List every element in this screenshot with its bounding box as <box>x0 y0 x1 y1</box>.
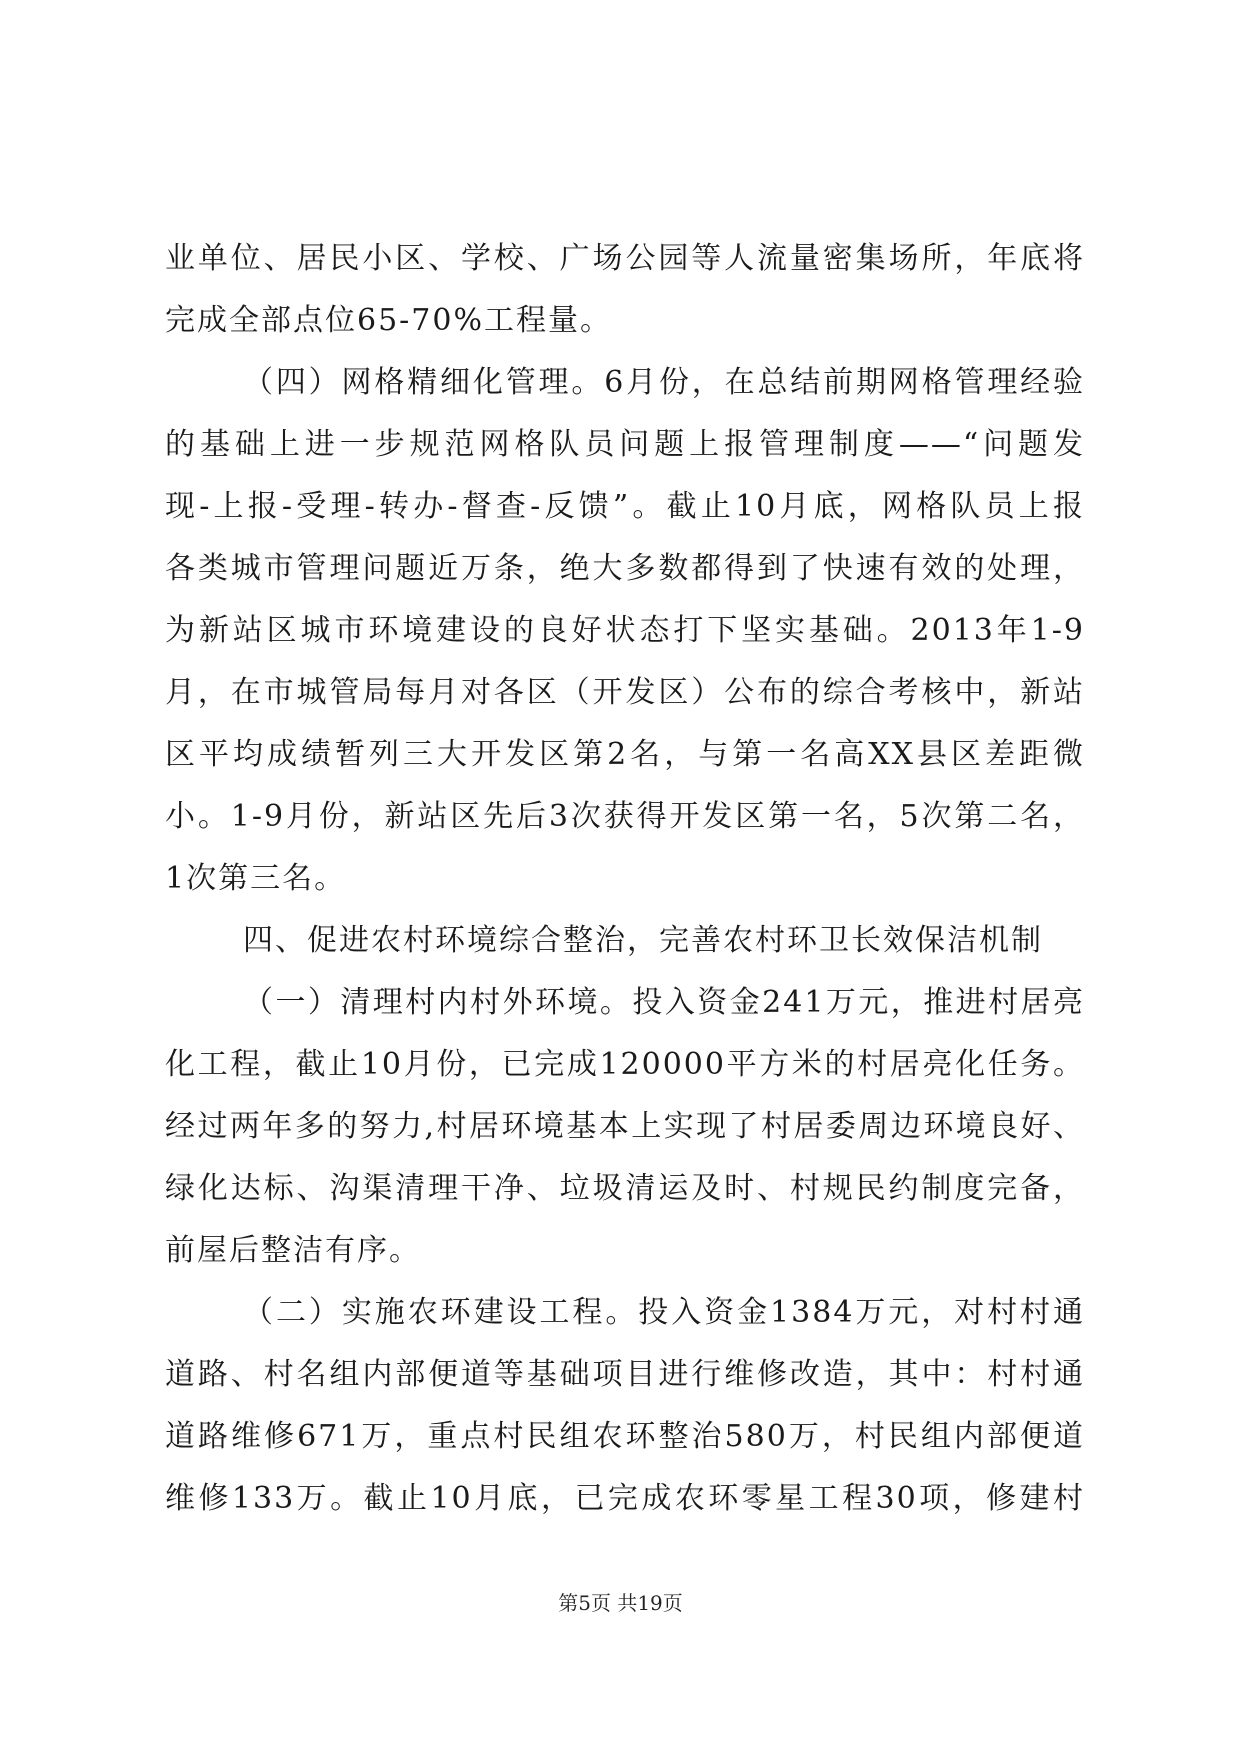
text-line: 月，在市城管局每月对各区（开发区）公布的综合考核中，新站 <box>165 675 1085 710</box>
text-line: 道路、村名组内部便道等基础项目进行维修改造，其中：村村通 <box>165 1357 1085 1392</box>
text-line: 各类城市管理问题近万条，绝大多数都得到了快速有效的处理， <box>165 551 1085 586</box>
text-line: 维修133万。截止10月底，已完成农环零星工程30项，修建村 <box>165 1481 1085 1516</box>
text-line: 道路维修671万，重点村民组农环整治580万，村民组内部便道 <box>165 1419 1085 1454</box>
text-line: 现-上报-受理-转办-督查-反馈”。截止10月底，网格队员上报 <box>165 489 1085 524</box>
text-line: 为新站区城市环境建设的良好状态打下坚实基础。2013年1-9 <box>165 613 1085 648</box>
text-line: 业单位、居民小区、学校、广场公园等人流量密集场所，年底将 <box>165 241 1085 276</box>
text-line: 化工程，截止10月份，已完成120000平方米的村居亮化任务。 <box>165 1047 1085 1082</box>
text-line: 1次第三名。 <box>165 861 347 896</box>
page-footer: 第5页 共19页 <box>558 1591 683 1615</box>
text-line: 前屋后整洁有序。 <box>165 1233 421 1268</box>
text-line: 经过两年多的努力,村居环境基本上实现了村居委周边环境良好、 <box>165 1109 1085 1144</box>
text-line: 绿化达标、沟渠清理干净、垃圾清运及时、村规民约制度完备， <box>165 1171 1085 1206</box>
text-line: 完成全部点位65-70%工程量。 <box>165 303 612 338</box>
text-line: 四、促进农村环境综合整治，完善农村环卫长效保洁机制 <box>243 923 1043 958</box>
text-line: （一）清理村内村外环境。投入资金241万元，推进村居亮 <box>243 985 1085 1020</box>
text-line: （二）实施农环建设工程。投入资金1384万元，对村村通 <box>243 1295 1085 1330</box>
text-line: 小。1-9月份，新站区先后3次获得开发区第一名，5次第二名， <box>165 799 1085 834</box>
text-line: 区平均成绩暂列三大开发区第2名，与第一名高XX县区差距微 <box>165 737 1085 772</box>
text-line: （四）网格精细化管理。6月份，在总结前期网格管理经验 <box>243 365 1085 400</box>
body-text <box>165 228 1085 1530</box>
text-line: 的基础上进一步规范网格队员问题上报管理制度——“问题发 <box>165 427 1085 462</box>
